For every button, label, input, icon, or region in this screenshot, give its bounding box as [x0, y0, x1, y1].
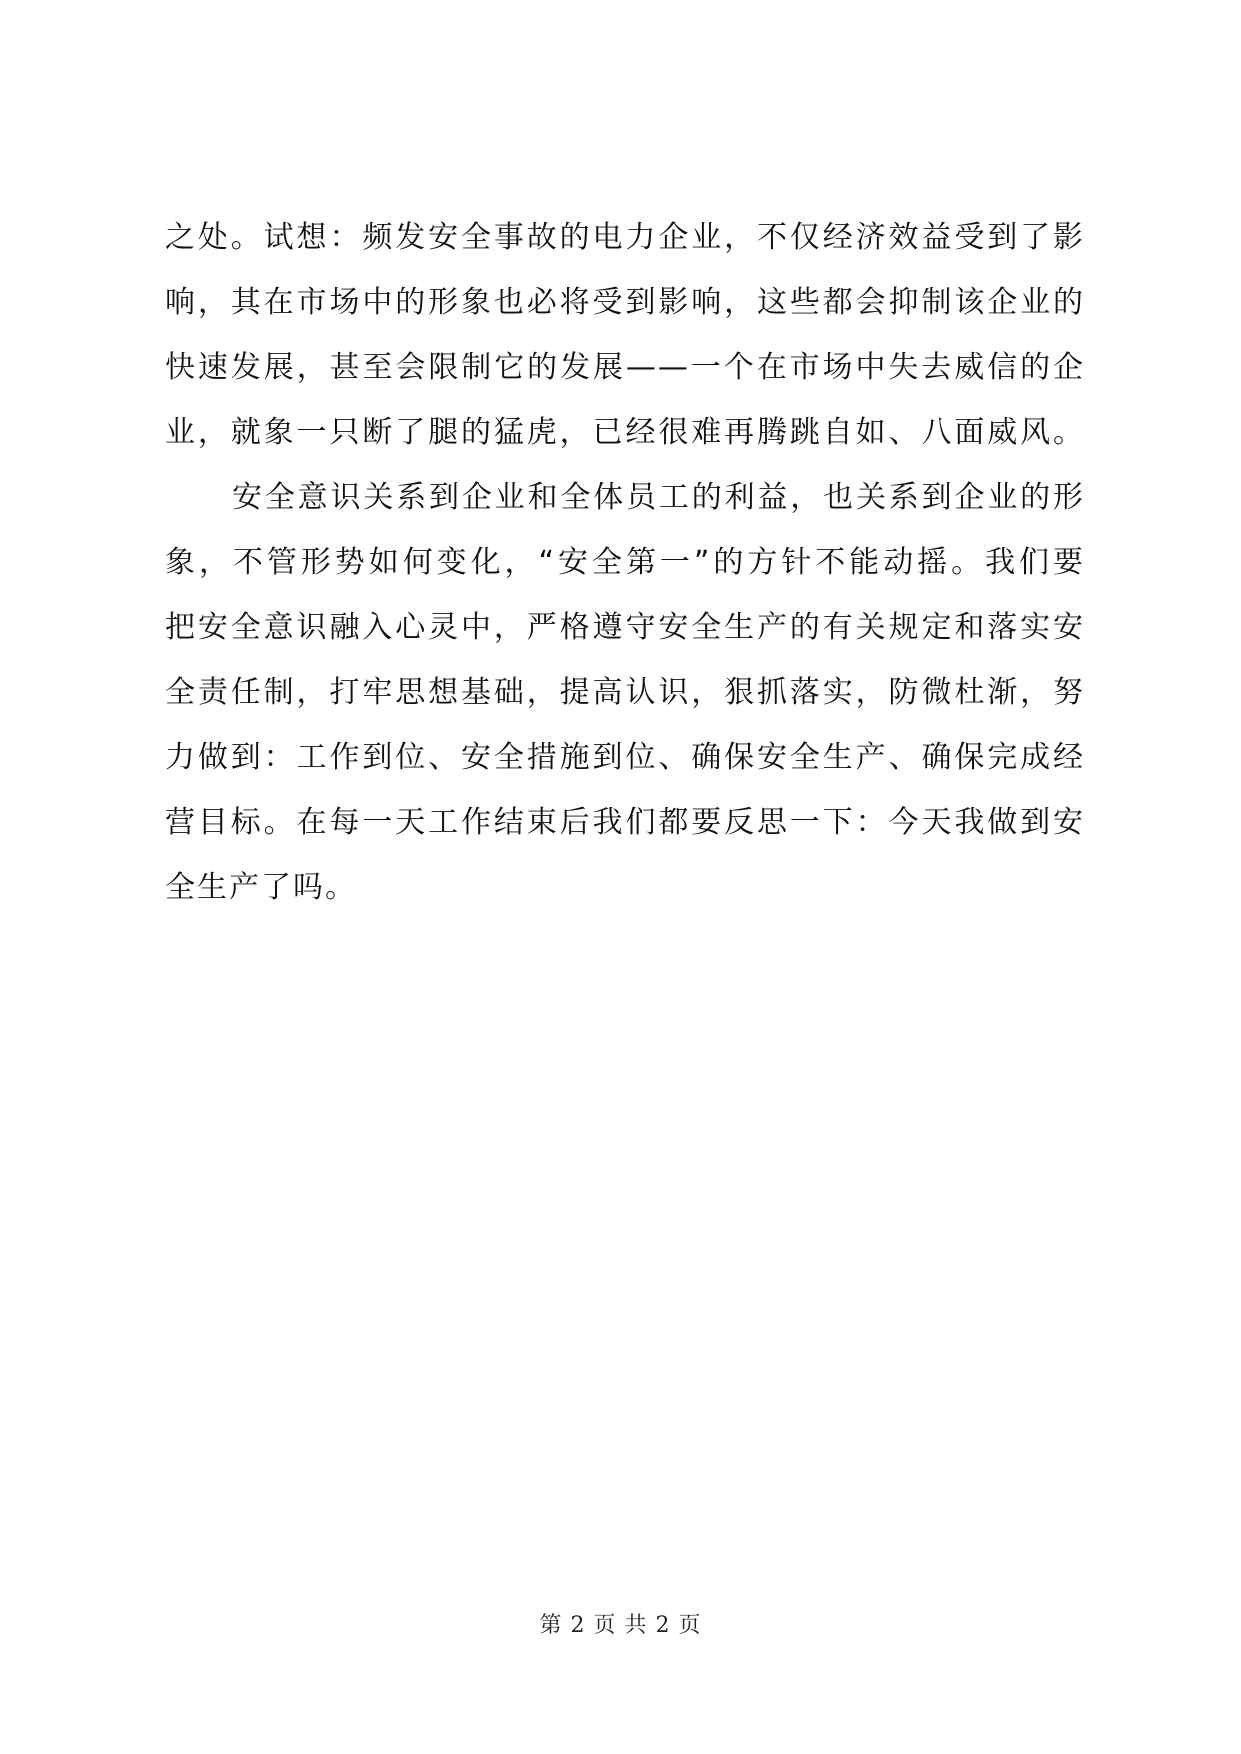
text-line: 营目标。在每一天工作结束后我们都要反思一下：今天我做到安 — [165, 805, 1085, 840]
page-footer — [0, 1608, 1241, 1639]
paragraph-1 — [165, 205, 1085, 465]
page-number: 第 2 页 共 2 页 — [539, 1613, 702, 1638]
text-line: 象，不管形势如何变化，“安全第一”的方针不能动摇。我们要 — [165, 545, 1085, 580]
text-line: 业，就象一只断了腿的猛虎，已经很难再腾跳自如、八面威风。 — [165, 415, 1085, 450]
text-line: 把安全意识融入心灵中，严格遵守安全生产的有关规定和落实安 — [165, 610, 1085, 645]
text-line: 力做到：工作到位、安全措施到位、确保安全生产、确保完成经 — [165, 740, 1085, 775]
text-line: 全责任制，打牢思想基础，提高认识，狠抓落实，防微杜渐，努 — [165, 675, 1085, 710]
document-body — [165, 205, 1085, 920]
text-line: 之处。试想：频发安全事故的电力企业，不仅经济效益受到了影 — [165, 220, 1085, 255]
text-line: 响，其在市场中的形象也必将受到影响，这些都会抑制该企业的 — [165, 285, 1085, 320]
text-line: 快速发展，甚至会限制它的发展——一个在市场中失去威信的企 — [165, 350, 1085, 385]
text-line: 安全意识关系到企业和全体员工的利益，也关系到企业的形 — [232, 480, 1085, 515]
paragraph-2 — [165, 465, 1085, 920]
text-line: 全生产了吗。 — [165, 870, 357, 905]
